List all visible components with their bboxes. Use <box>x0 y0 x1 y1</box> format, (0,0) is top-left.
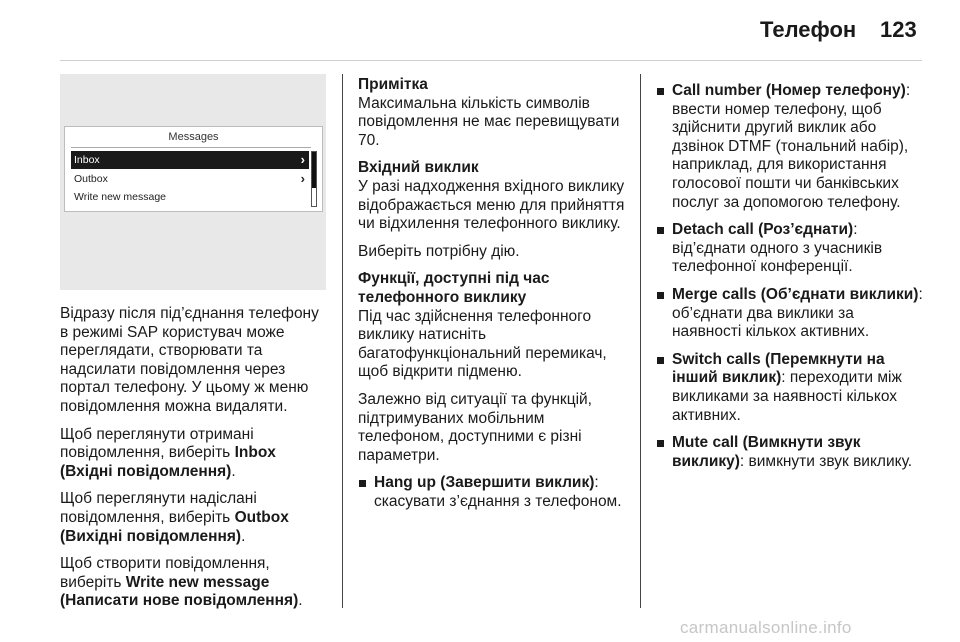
menu-item-label: Outbox <box>74 173 108 185</box>
inbox-paragraph: Щоб переглянути отримані повідомлення, виберіть Inbox (Вхідні повідомлення). <box>60 425 276 480</box>
screen-title: Messages <box>168 131 219 143</box>
chevron-right-icon: › <box>300 152 305 167</box>
watermark: carmanualsonline.info <box>680 618 852 637</box>
functions-text: Під час здійснення телефонного виклику натисніть багатофункціональний перемикач, щоб відкрити підменю. <box>358 307 607 381</box>
column-3 <box>656 82 926 480</box>
outbox-term: Outbox (Вихідні повідомлення) <box>60 508 289 545</box>
write-term: Write new message (Написати нове повідомлення) <box>60 573 299 610</box>
hang-up-item: Hang up (Завершити виклик): скасувати з’єднання з телефоном. <box>358 474 630 511</box>
menu-item-label: Write new message <box>74 191 167 203</box>
intro-paragraph: Відразу після під’єднання телефону в режимі SAP користувач може переглядати, створювати та надсилати повідомлення через портал телефону. У цьому ж меню повідомлення можна видаляти. <box>60 305 319 415</box>
page-number: 123 <box>880 17 917 42</box>
choose-action-text: Виберіть потрібну дію. <box>358 242 520 260</box>
chevron-right-icon: › <box>300 171 305 186</box>
menu-item-label: Inbox <box>74 154 100 166</box>
menu-item-outbox <box>71 170 309 188</box>
column-divider-1 <box>342 74 343 608</box>
mute-call-item: Mute call (Вимкнути звук виклику): вимкнути звук виклику. <box>656 434 926 471</box>
scrollbar-thumb <box>312 152 316 188</box>
column-2 <box>358 76 630 520</box>
column-1 <box>60 305 330 620</box>
column-divider-2 <box>640 74 641 608</box>
screen-scrollbar <box>311 151 317 207</box>
menu-item-write-new-message <box>71 188 309 206</box>
inbox-term: Inbox (Вхідні повідомлення) <box>60 444 276 480</box>
hang-up-term: Hang up (Завершити виклик) <box>374 474 595 492</box>
write-paragraph: Щоб створити повідомлення, виберіть Write new message (Написати нове повідомлення). <box>60 555 303 610</box>
note-text: Максимальна кількість символів повідомлення не має перевищувати 70. <box>358 94 620 149</box>
messages-menu-screenshot <box>60 74 326 290</box>
depending-text: Залежно від ситуації та функцій, підтримуваних мобільним телефоном, доступними є різні параметри. <box>358 390 592 464</box>
chapter-title: Телефон <box>760 17 857 42</box>
outbox-paragraph: Щоб переглянути надіслані повідомлення, виберіть Outbox (Вихідні повідомлення). <box>60 490 289 545</box>
incoming-call-text: У разі надходження вхідного виклику відображається меню для прийняття чи відхилення телефонного виклику. <box>358 177 625 233</box>
header-divider <box>60 60 922 61</box>
note-heading: Примітка <box>358 76 428 93</box>
incoming-call-heading: Вхідний виклик <box>358 159 479 177</box>
functions-heading: Функції, доступні під час телефонного виклику <box>358 270 550 306</box>
menu-item-inbox <box>71 151 309 169</box>
switch-calls-item: Switch calls (Перемкнути на інший виклик): переходити між викликами за наявності кількох активних. <box>656 351 926 425</box>
display-screen <box>64 126 323 212</box>
screen-divider <box>71 147 311 148</box>
call-number-item: Call number (Номер телефону): ввести номер телефону, щоб здійснити другий виклик або дзвінок DTMF (тональний набір), наприклад, для використання голосової пошти чи банківських послуг за допомогою телефону. <box>656 82 926 212</box>
merge-calls-item: Merge calls (Об’єднати виклики): об’єднати два виклики за наявності кількох активних. <box>656 286 926 342</box>
page-header <box>0 0 960 62</box>
detach-call-item: Detach call (Роз’єднати): від’єднати одного з учасників телефонної конференції. <box>656 221 926 277</box>
